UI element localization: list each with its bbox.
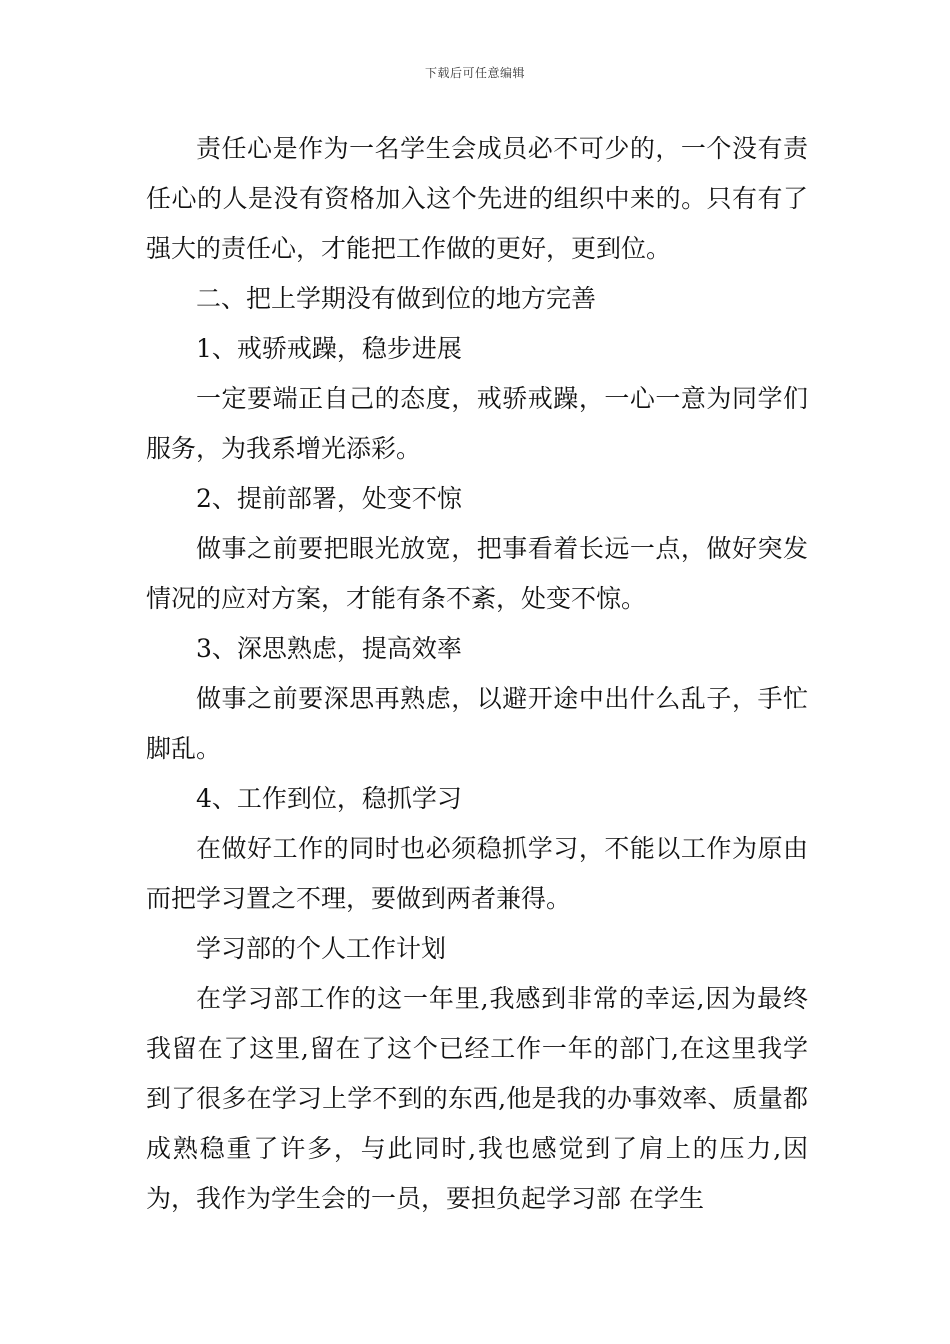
document-body [146, 124, 808, 1224]
heading-item-1: 1、戒骄戒躁，稳步进展 [196, 334, 462, 363]
paragraph-item-2: 做事之前要把眼光放宽，把事看着长远一点，做好突发情况的应对方案，才能有条不紊，处变不惊。 [146, 534, 808, 613]
paragraph-responsibility: 责任心是作为一名学生会成员必不可少的，一个没有责任心的人是没有资格加入这个先进的组织中来的。只有有了强大的责任心，才能把工作做的更好，更到位。 [146, 134, 808, 263]
page-header: 下载后可任意编辑 [424, 66, 525, 80]
heading-item-2: 2、提前部署，处变不惊 [196, 484, 462, 513]
paragraph-item-4: 在做好工作的同时也必须稳抓学习，不能以工作为原由而把学习置之不理，要做到两者兼得。 [146, 834, 808, 913]
heading-section-two: 二、把上学期没有做到位的地方完善 [196, 284, 597, 313]
paragraph-item-3: 做事之前要深思再熟虑，以避开途中出什么乱子，手忙脚乱。 [146, 684, 808, 763]
heading-item-4: 4、工作到位，稳抓学习 [196, 784, 462, 813]
paragraph-study-plan: 在学习部工作的这一年里,我感到非常的幸运,因为最终我留在了这里,留在了这个已经工作一年的部门,在这里我学 到了很多在学习上学不到的东西,他是我的办事效率、质量都成熟稳重了许多，与此同时,我也感觉到了肩上的压力,因为，我作为学生会的一员，要担负起学习部 在学生 [146, 984, 808, 1213]
paragraph-item-1: 一定要端正自己的态度，戒骄戒躁，一心一意为同学们服务，为我系增光添彩。 [146, 384, 808, 463]
heading-study-plan: 学习部的个人工作计划 [196, 934, 447, 963]
heading-item-3: 3、深思熟虑，提高效率 [196, 634, 462, 663]
